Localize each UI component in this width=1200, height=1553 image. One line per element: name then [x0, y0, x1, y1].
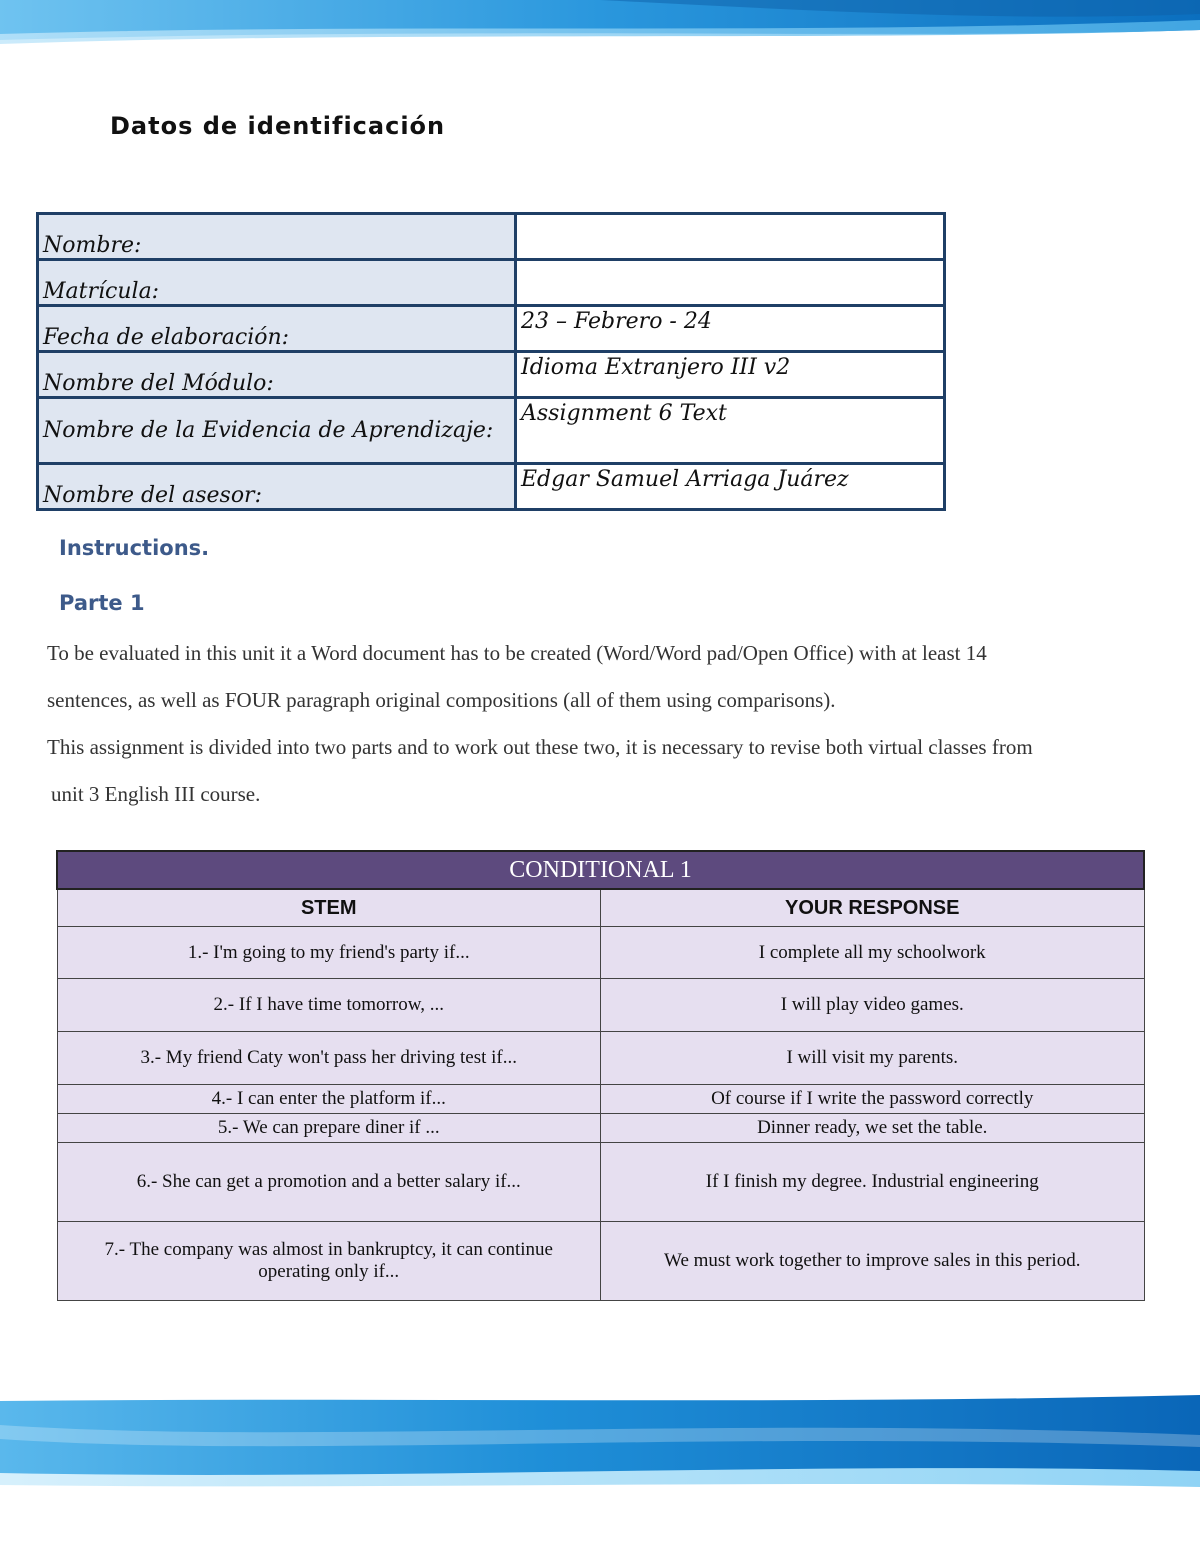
instructions-paragraph-2 [47, 724, 1167, 818]
bottom-banner [0, 1395, 1200, 1490]
field-value: 23 – Febrero - 24 [516, 306, 945, 352]
table-row [38, 260, 945, 306]
table-row [57, 927, 1144, 979]
paragraph-line: unit 3 English III course. [51, 782, 261, 806]
conditional-table [56, 850, 1145, 1301]
top-banner [0, 0, 1200, 48]
instructions-paragraph-1 [47, 630, 1167, 724]
table-row [38, 398, 945, 464]
paragraph-line: sentences, as well as FOUR paragraph original compositions (all of them using comparisons). [47, 688, 836, 712]
stem-cell: 2.- If I have time tomorrow, ... [57, 979, 601, 1032]
table-row [57, 1085, 1144, 1114]
instructions-heading: Instructions. [59, 536, 210, 560]
stem-cell: 5.- We can prepare diner if ... [57, 1114, 601, 1143]
stem-cell: 1.- I'm going to my friend's party if... [57, 927, 601, 979]
response-cell: I will play video games. [601, 979, 1145, 1032]
table-row [38, 464, 945, 510]
paragraph-line: This assignment is divided into two parts and to work out these two, it is necessary to revise both virtual classes from [47, 735, 1033, 759]
part-heading: Parte 1 [59, 591, 145, 615]
field-label: Nombre de la Evidencia de Aprendizaje: [38, 398, 516, 464]
table-row [38, 214, 945, 260]
table-header-row [57, 889, 1144, 927]
stem-cell: 4.- I can enter the platform if... [57, 1085, 601, 1114]
table-row [57, 979, 1144, 1032]
field-label: Matrícula: [38, 260, 516, 306]
table-row [57, 1114, 1144, 1143]
table-title: CONDITIONAL 1 [57, 851, 1144, 889]
field-label: Nombre del asesor: [38, 464, 516, 510]
field-label: Nombre del Módulo: [38, 352, 516, 398]
response-cell: Dinner ready, we set the table. [601, 1114, 1145, 1143]
table-row [57, 1222, 1144, 1301]
table-title-row [57, 851, 1144, 889]
field-value [516, 260, 945, 306]
field-value [516, 214, 945, 260]
table-row [57, 1143, 1144, 1222]
identification-table [36, 212, 946, 511]
table-row [57, 1032, 1144, 1085]
column-header-stem: STEM [57, 889, 601, 927]
response-cell: If I finish my degree. Industrial engineering [601, 1143, 1145, 1222]
stem-cell: 3.- My friend Caty won't pass her driving test if... [57, 1032, 601, 1085]
table-row [38, 352, 945, 398]
response-cell: I will visit my parents. [601, 1032, 1145, 1085]
column-header-response: YOUR RESPONSE [601, 889, 1145, 927]
field-value: Edgar Samuel Arriaga Juárez [516, 464, 945, 510]
table-row [38, 306, 945, 352]
paragraph-line: To be evaluated in this unit it a Word document has to be created (Word/Word pad/Open Office) with at least 14 [47, 641, 987, 665]
stem-cell: 7.- The company was almost in bankruptcy, it can continue operating only if... [57, 1222, 601, 1301]
response-cell: I complete all my schoolwork [601, 927, 1145, 979]
page-title: Datos de identificación [110, 112, 446, 140]
field-value: Assignment 6 Text [516, 398, 945, 464]
response-cell: Of course if I write the password correctly [601, 1085, 1145, 1114]
stem-cell: 6.- She can get a promotion and a better salary if... [57, 1143, 601, 1222]
field-label: Fecha de elaboración: [38, 306, 516, 352]
field-value: Idioma Extranjero III v2 [516, 352, 945, 398]
response-cell: We must work together to improve sales in this period. [601, 1222, 1145, 1301]
field-label: Nombre: [38, 214, 516, 260]
